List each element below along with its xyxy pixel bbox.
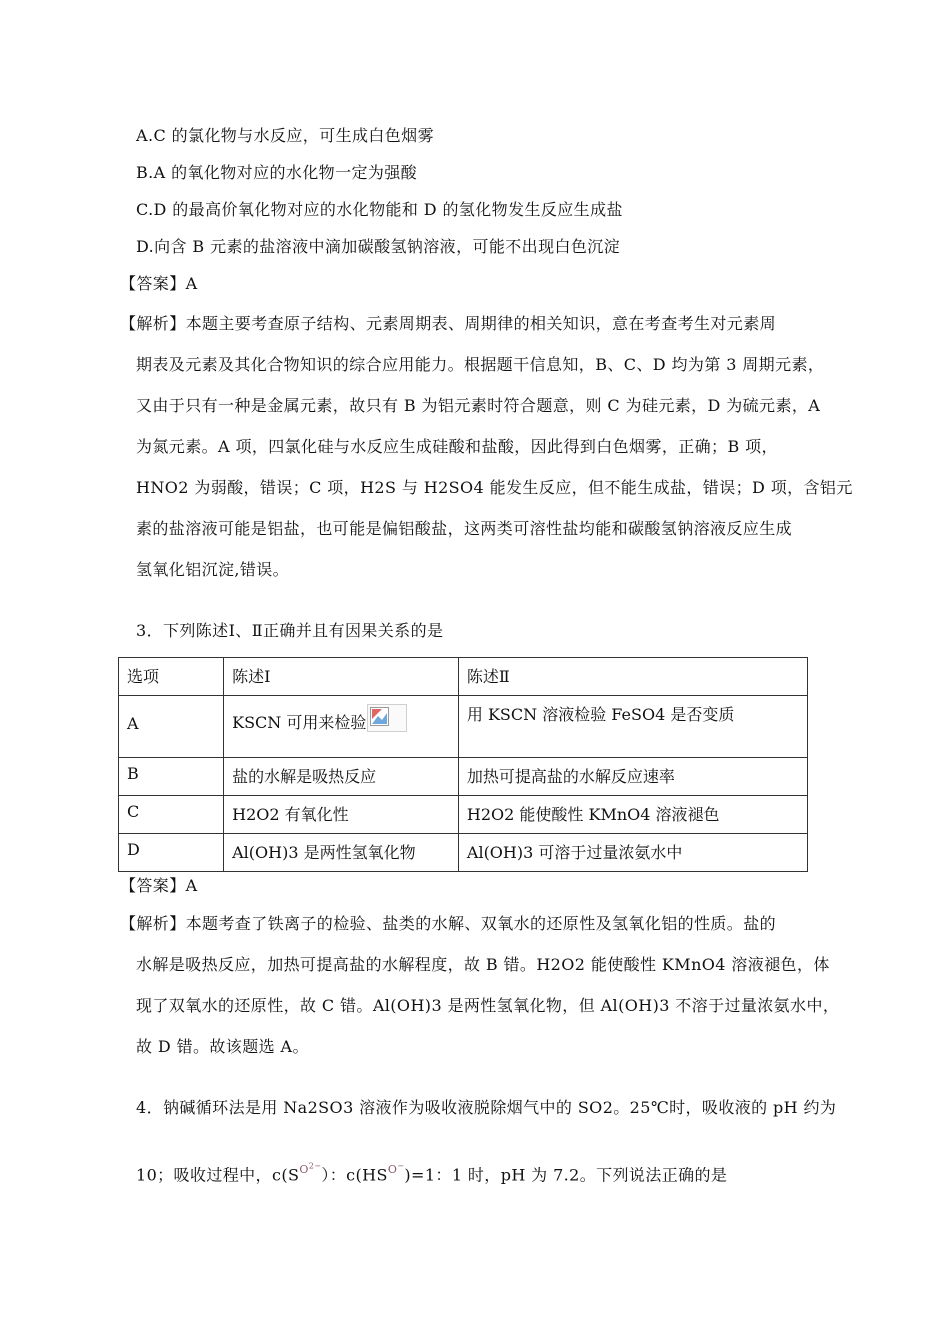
q3-table — [118, 657, 808, 872]
table-cell: Al(OH)3 可溶于过量浓氨水中 — [458, 834, 807, 872]
table-cell: H2O2 有氧化性 — [224, 796, 459, 834]
ion-charge: − — [397, 1161, 405, 1170]
q2-analysis-line: 又由于只有一种是金属元素，故只有 B 为铝元素时符合题意，则 C 为硅元素，D 为硫元素，A — [136, 396, 821, 415]
q2-option-d: D.向含 B 元素的盐溶液中滴加碳酸氢钠溶液，可能不出现白色沉淀 — [136, 237, 621, 256]
q4-stem-line2 — [136, 1161, 728, 1188]
table-cell: H2O2 能使酸性 KMnO4 溶液褪色 — [458, 796, 807, 834]
table-row — [119, 796, 808, 834]
q2-analysis-line: 为氮元素。A 项，四氯化硅与水反应生成硅酸和盐酸，因此得到白色烟雾，正确；B 项， — [136, 437, 778, 456]
bisulfite-ion-formula — [388, 1163, 405, 1176]
table-cell — [224, 696, 459, 758]
q2-option-b: B.A 的氧化物对应的水化物一定为强酸 — [136, 163, 418, 182]
ion-symbol: O — [387, 1162, 398, 1176]
q3-analysis-line: 现了双氧水的还原性，故 C 错。Al(OH)3 是两性氢氧化物，但 Al(OH)3 不溶于过量浓氨水中， — [136, 996, 840, 1015]
table-header-cell: 陈述Ⅰ — [224, 658, 459, 696]
table-cell: 盐的水解是吸热反应 — [224, 758, 459, 796]
q2-analysis-line: 氢氧化铝沉淀,错误。 — [136, 560, 290, 579]
broken-image-icon — [367, 704, 407, 732]
q2-analysis-line: 期表及元素及其化合物知识的综合应用能力。根据题干信息知，B、C、D 均为第 3 周期元素， — [136, 355, 825, 374]
q4-stem-line1: 4．钠碱循环法是用 Na2SO3 溶液作为吸收液脱除烟气中的 SO2。25℃时，吸收液的 pH 约为 — [136, 1098, 837, 1117]
q3-answer: 【答案】A — [120, 876, 198, 895]
table-cell: D — [119, 834, 224, 872]
table-row — [119, 834, 808, 872]
table-header-cell: 陈述Ⅱ — [458, 658, 807, 696]
table-cell: 加热可提高盐的水解反应速率 — [458, 758, 807, 796]
q3-analysis-line: 【解析】本题考查了铁离子的检验、盐类的水解、双氧水的还原性及氢氧化铝的性质。盐的 — [120, 914, 777, 933]
table-row — [119, 696, 808, 758]
q4-text: 10；吸收过程中，c(S — [136, 1165, 300, 1185]
ion-charge: 2− — [308, 1161, 322, 1170]
table-cell: A — [119, 696, 224, 758]
q3-analysis-line: 故 D 错。故该题选 A。 — [136, 1037, 309, 1056]
table-row — [119, 758, 808, 796]
table-cell-text: KSCN 可用来检验 — [232, 713, 367, 732]
q3-stem: 3．下列陈述Ⅰ、Ⅱ正确并且有因果关系的是 — [136, 621, 444, 640]
table-header-row — [119, 658, 808, 696]
q2-answer: 【答案】A — [120, 274, 198, 293]
q2-analysis-line: 【解析】本题主要考查原子结构、元素周期表、周期律的相关知识，意在考查考生对元素周 — [120, 314, 777, 333]
table-header-cell: 选项 — [119, 658, 224, 696]
table-cell: Al(OH)3 是两性氢氧化物 — [224, 834, 459, 872]
table-cell: 用 KSCN 溶液检验 FeSO4 是否变质 — [458, 696, 807, 758]
q2-option-a: A.C 的氯化物与水反应，可生成白色烟雾 — [136, 126, 434, 145]
table-cell: B — [119, 758, 224, 796]
q2-analysis-line: 素的盐溶液可能是铝盐，也可能是偏铝酸盐，这两类可溶性盐均能和碳酸氢钠溶液反应生成 — [136, 519, 793, 538]
sulfite-ion-formula — [299, 1163, 321, 1176]
ion-symbol: O — [299, 1162, 309, 1176]
table-cell: C — [119, 796, 224, 834]
q2-option-c: C.D 的最高价氧化物对应的水化物能和 D 的氢化物发生反应生成盐 — [136, 200, 623, 219]
q2-analysis-line: HNO2 为弱酸，错误；C 项，H2S 与 H2SO4 能发生反应，但不能生成盐，错误；D 项，含铝元 — [136, 478, 853, 497]
q4-text: ）：c(HS — [321, 1165, 388, 1185]
q3-analysis-line: 水解是吸热反应，加热可提高盐的水解程度，故 B 错。H2O2 能使酸性 KMnO4 溶液褪色，体 — [136, 955, 830, 974]
q4-text: )=1：1 时，pH 为 7.2。下列说法正确的是 — [404, 1165, 728, 1185]
